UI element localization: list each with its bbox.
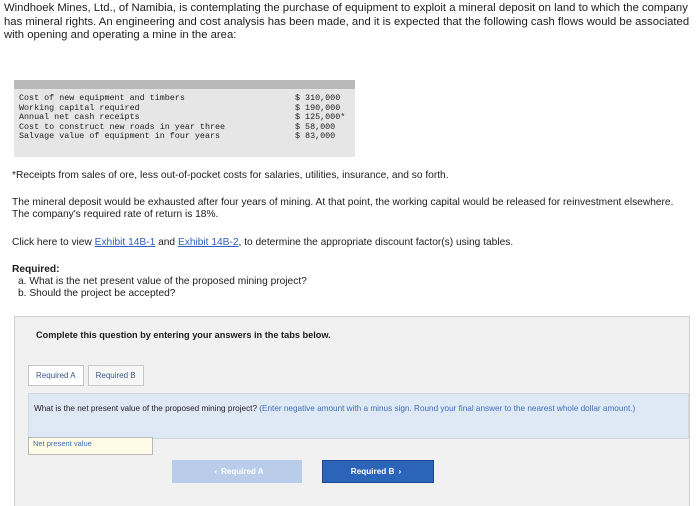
row-label: Cost of new equipment and timbers [19, 93, 185, 103]
chevron-right-icon: › [398, 467, 402, 476]
prev-required-a-button[interactable] [172, 460, 302, 483]
row-value: $ 83,000 [295, 131, 336, 142]
required-heading: Required: [12, 264, 60, 275]
exhibit-prefix: Click here to view [12, 237, 95, 248]
tab-required-a[interactable]: Required A [28, 365, 84, 386]
row-label: Salvage value of equipment in four years [19, 131, 221, 142]
exhaust-paragraph: The mineral deposit would be exhausted after four years of mining. At that point, the working capital would be released for reinvestment elsewhere. The company's required rate of return is 18%. [12, 197, 674, 221]
next-required-b-button[interactable] [322, 460, 434, 483]
exhibit-suffix: , to determine the appropriate discount factor(s) using tables. [238, 237, 514, 248]
row-label: Working capital required [19, 102, 140, 113]
cash-flow-table-header [14, 80, 355, 89]
answer-tabs [28, 365, 148, 386]
npv-input-label: Net present value [33, 439, 92, 448]
chevron-left-icon: ‹ [214, 467, 218, 476]
panel-title: Complete this question by entering your answers in the tabs below. [36, 330, 331, 340]
question-text [34, 404, 674, 414]
required-b: b. Should the project be accepted? [18, 288, 176, 299]
exhibit-14b-2-link[interactable]: Exhibit 14B-2 [177, 237, 239, 248]
prev-button-label: Required A [221, 467, 264, 476]
table-row [19, 132, 349, 142]
tab-required-b[interactable]: Required B [88, 365, 144, 386]
question-box [28, 393, 689, 439]
question-hint: (Enter negative amount with a minus sign. Round your final answer to the nearest whole dollar amount.) [259, 404, 636, 413]
row-value: $ 310,000 [295, 93, 341, 103]
question-main: What is the net present value of the proposed mining project? [34, 404, 260, 413]
exhibit-and: and [155, 237, 178, 248]
row-value: $ 190,000 [295, 102, 341, 113]
row-value: $ 125,000* [295, 112, 346, 123]
row-label: Annual net cash receipts [19, 112, 140, 123]
required-a: a. What is the net present value of the proposed mining project? [18, 276, 307, 287]
footnote: *Receipts from sales of ore, less out-of-pocket costs for salaries, utilities, insurance, and so forth. [12, 170, 449, 181]
exhibit-paragraph [12, 237, 692, 249]
row-label: Cost to construct new roads in year three [19, 121, 226, 132]
next-button-label: Required B [350, 467, 395, 476]
cash-flow-rows [19, 94, 349, 142]
exhibit-14b-1-link[interactable]: Exhibit 14B-1 [94, 237, 156, 248]
row-value: $ 58,000 [295, 121, 336, 132]
intro-text: Windhoek Mines, Ltd., of Namibia, is contemplating the purchase of equipment to exploit a mineral deposit on land to which the company has mineral rights. An engineering and cost analysis has been made, and it is expected that the following cash flows would be associated with opening and operating a mine in the area: [4, 2, 690, 42]
